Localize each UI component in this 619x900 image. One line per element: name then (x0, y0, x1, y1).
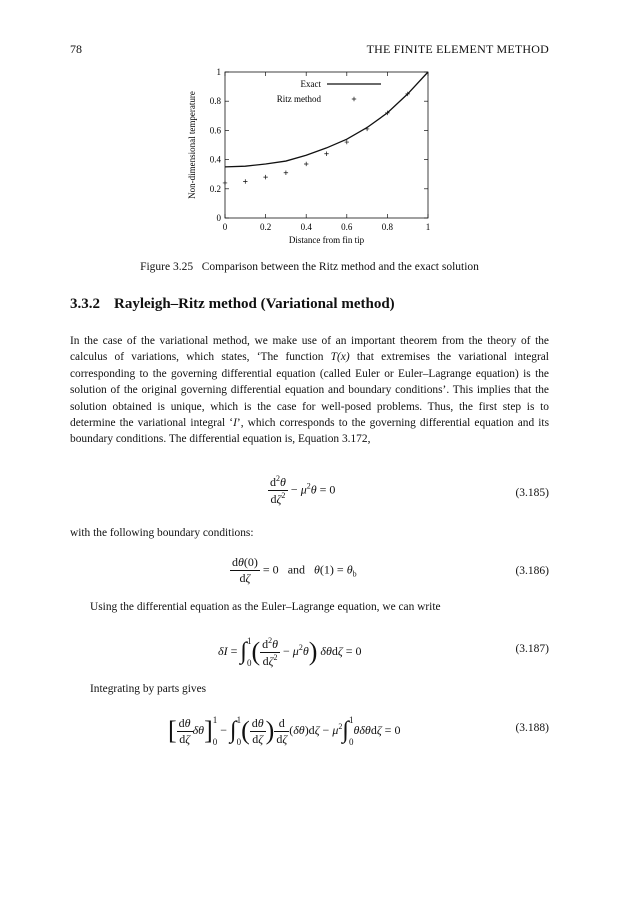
ritz-point (263, 175, 267, 179)
x-tick-label: 0.2 (259, 222, 272, 232)
para1-part-a: In the case of the variational method, we make use of an important theorem from the theory of the calculus of variations, which states, ‘The function (70, 335, 549, 364)
ritz-point (223, 181, 227, 185)
section-title: Rayleigh–Ritz method (Variational method) (114, 296, 395, 312)
y-axis-label: Non-dimensional temperature (187, 91, 197, 199)
equation-3-187: δI = ∫ 1 0 ( $\frac{d^2\theta}{d\zeta^2}$ − $\mu^2\theta$) δθdζ = 0 (218, 635, 362, 668)
y-tick-label: 0 (216, 213, 221, 223)
plot-frame (225, 72, 428, 218)
caption-text: Comparison between the Ritz method and the exact solution (201, 261, 479, 273)
section-number: 3.3.2 (70, 296, 100, 312)
paragraph-boundary: with the following boundary conditions: (70, 527, 254, 539)
equation-3-186: $\frac{d\theta(0)}{d\zeta}$ = 0 and $\theta(1) = \theta_b$ (232, 555, 357, 585)
equation-3-185: $\frac{d^2\theta}{d\zeta^2}$ − $\mu^2\theta = 0$ (270, 474, 336, 506)
x-axis-label: Distance from fin tip (288, 235, 365, 245)
section-heading (70, 296, 395, 313)
ritz-point (324, 152, 328, 156)
legend-label-exact: Exact (300, 79, 321, 89)
para1-function: T(x) (330, 351, 350, 364)
equation-3-188: [ $\frac{d\theta}{d\zeta}$ δθ] 1 0 − ∫ 1 0 ( $\frac{d\theta}{d\zeta}$ ) $\frac{d}{d\zeta}$ $(\delta\theta)d\zeta - \mu^2\int$ 1 0 θδθdζ = 0 (168, 715, 401, 747)
para1-part-b: that extremises the variational integral corresponding to the governing differential equation (called Euler or Euler–Lagrange equation) is the solution of the original governing differential equation and boundary conditions’. This implies that the solution obtained is unique, which is the case for well-posed problems. Thus, the first step is to determine the variational integral ‘ (70, 351, 549, 430)
chart-svg (185, 62, 445, 250)
paragraph-integrating: Integrating by parts gives (90, 683, 207, 695)
para1-part-c: ’, which corresponds to the governing differential equation and its boundary conditions. The differential equation is, Equation 3.172, (70, 417, 549, 446)
paragraph-intro (70, 333, 549, 448)
ritz-point (365, 127, 369, 131)
para1-integral-symbol: I (233, 417, 237, 430)
y-tick-label: 0.2 (209, 183, 221, 194)
x-tick-label: 1 (425, 222, 431, 232)
legend-label-ritz: Ritz method (276, 94, 321, 104)
equation-number-3-188: (3.188) (515, 722, 549, 734)
y-tick-label: 0.6 (209, 125, 221, 136)
equation-number-3-186: (3.186) (515, 565, 549, 577)
ritz-point (304, 162, 308, 166)
equation-and: and (287, 562, 306, 577)
ritz-point (284, 171, 288, 175)
page-number: 78 (70, 42, 82, 56)
x-tick-label: 0 (222, 222, 228, 232)
legend-marker-ritz (352, 97, 356, 101)
ritz-point (243, 179, 247, 183)
y-tick-label: 1 (216, 67, 221, 77)
x-tick-label: 0.6 (341, 222, 353, 232)
x-tick-label: 0.4 (300, 222, 312, 232)
figure-caption (70, 261, 549, 273)
ritz-vs-exact-chart (185, 62, 445, 250)
equation-number-3-185: (3.185) (515, 487, 549, 499)
caption-label: Figure 3.25 (140, 261, 194, 273)
running-head: THE FINITE ELEMENT METHOD (366, 42, 549, 56)
x-tick-label: 0.8 (381, 222, 394, 232)
y-tick-label: 0.4 (209, 154, 221, 165)
paragraph-euler: Using the differential equation as the Euler–Lagrange equation, we can write (90, 601, 441, 613)
equation-number-3-187: (3.187) (515, 643, 549, 655)
ritz-point (345, 140, 349, 144)
y-tick-label: 0.8 (209, 96, 221, 107)
